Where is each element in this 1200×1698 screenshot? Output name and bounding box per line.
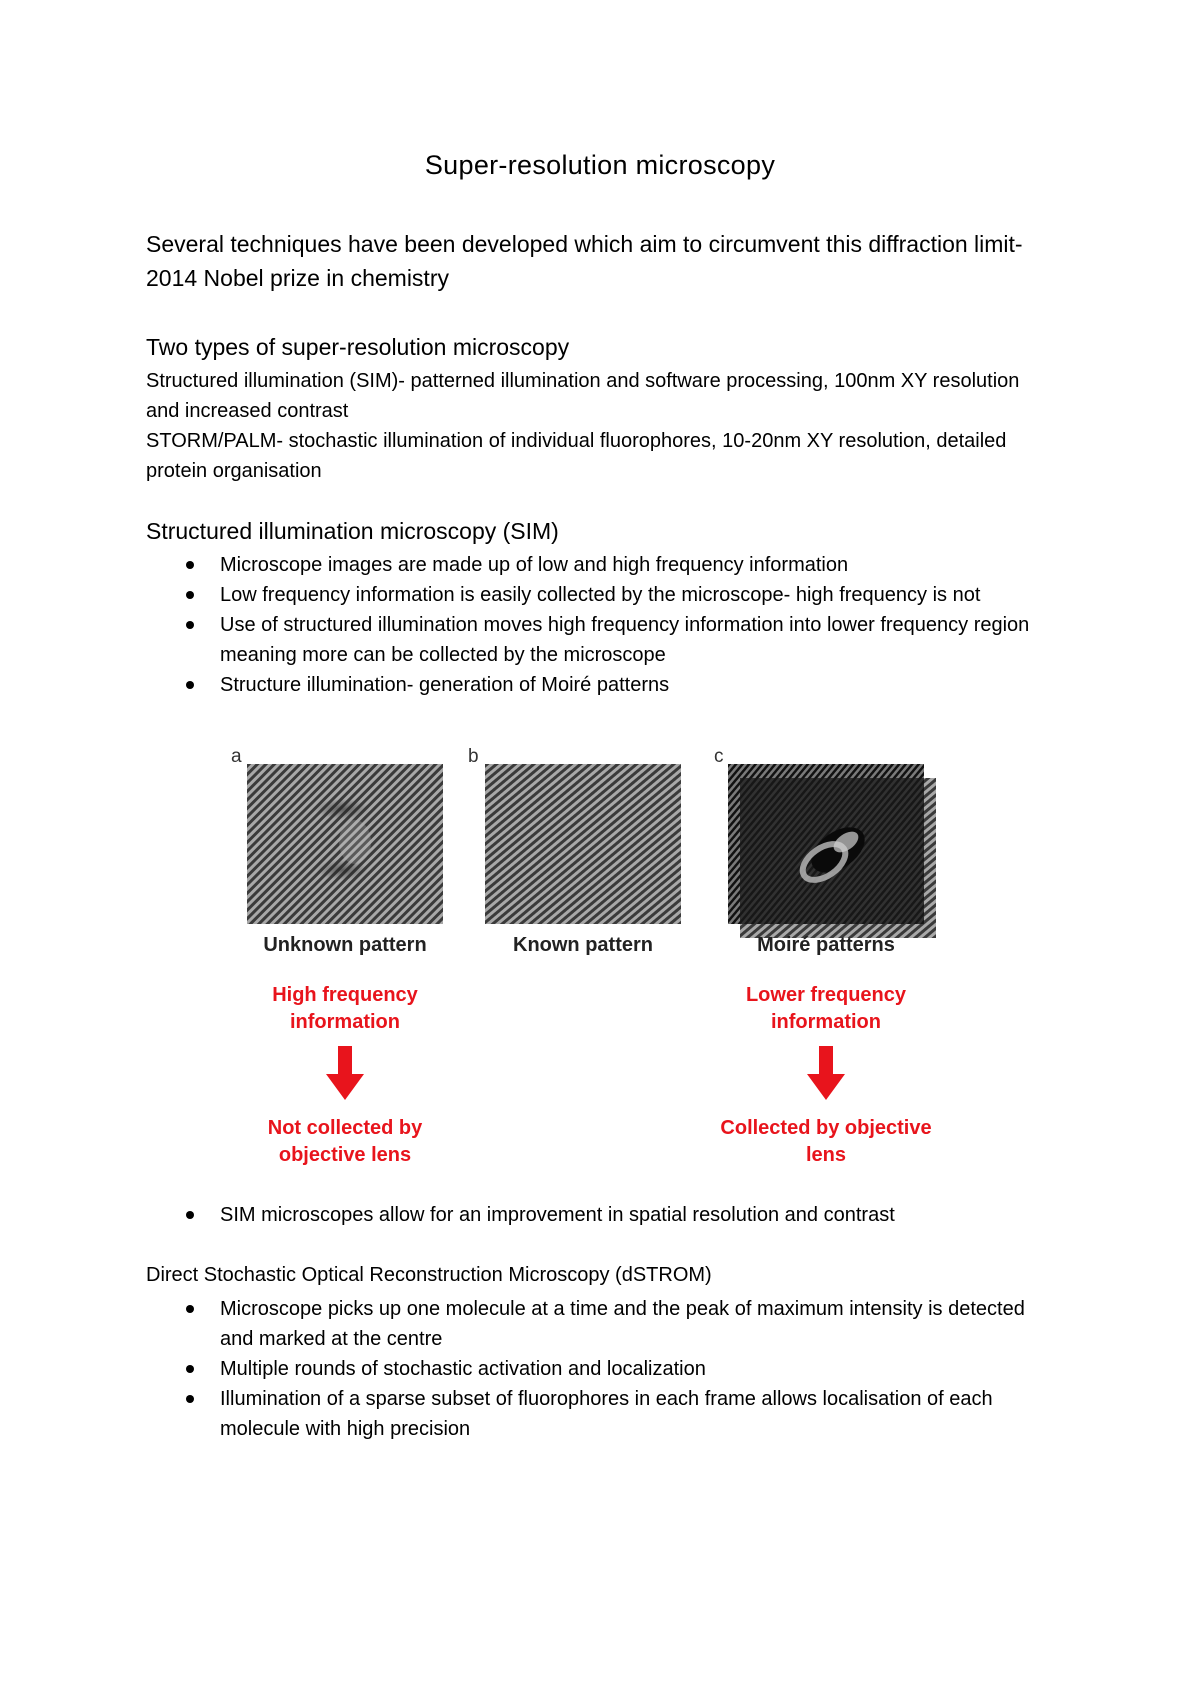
bullet-text: Illumination of a sparse subset of fluorophores in each frame allows localisation of each molecule with high precision (220, 1388, 993, 1440)
bullet-icon (186, 591, 194, 599)
sim-heading: Structured illumination microscopy (SIM) (146, 518, 559, 544)
bullet-icon (186, 561, 194, 569)
bullet-icon (186, 621, 194, 629)
sim-summary-line: Structured illumination (SIM)- patterned illumination and software processing, 100nm XY resolution and increased contrast (146, 370, 1020, 422)
panel-b-letter: b (468, 746, 479, 767)
bullet-text: Low frequency information is easily collected by the microscope- high frequency is not (220, 584, 981, 606)
list-item (146, 1200, 1046, 1230)
known-pattern-caption: Known pattern (513, 934, 653, 956)
list-item (146, 550, 1046, 580)
dstrom-heading: Direct Stochastic Optical Reconstruction Microscopy (dSTROM) (146, 1264, 712, 1286)
bullet-icon (186, 1211, 194, 1219)
collected-label: Collected by objective lens (720, 1117, 932, 1166)
down-arrow-icon (320, 1046, 370, 1102)
panel-a-letter: a (231, 746, 242, 767)
bullet-icon (186, 1365, 194, 1373)
bullet-text: Multiple rounds of stochastic activation and localization (220, 1358, 706, 1380)
unknown-pattern-caption: Unknown pattern (263, 934, 427, 956)
dstrom-bullet-list (146, 1294, 1046, 1444)
bullet-text: Microscope images are made up of low and high frequency information (220, 554, 849, 576)
storm-summary-line: STORM/PALM- stochastic illumination of individual fluorophores, 10-20nm XY resolution, detailed protein organisation (146, 430, 1007, 482)
bullet-text: Structure illumination- generation of Moiré patterns (220, 674, 670, 696)
list-item (146, 580, 1046, 610)
list-item (146, 1384, 1046, 1444)
moire-pattern-image (728, 764, 938, 944)
intro-paragraph: Several techniques have been developed which aim to circumvent this diffraction limit- 2014 Nobel prize in chemistry (146, 231, 1023, 291)
lower-frequency-label: Lower frequency information (745, 984, 907, 1033)
bullet-icon (186, 1395, 194, 1403)
list-item (146, 1354, 1046, 1384)
unknown-pattern-image (247, 764, 443, 924)
bullet-icon (186, 681, 194, 689)
types-heading: Two types of super-resolution microscopy (146, 334, 570, 360)
moire-figure (220, 740, 960, 1166)
known-pattern-image (485, 764, 681, 924)
bullet-text: SIM microscopes allow for an improvement in spatial resolution and contrast (220, 1204, 895, 1226)
bullet-text: Use of structured illumination moves high frequency information into lower frequency region meaning more can be collected by the microscope (220, 614, 1030, 666)
high-frequency-label: High frequency information (272, 984, 418, 1033)
list-item (146, 670, 1046, 700)
list-item (146, 1294, 1046, 1354)
list-item (146, 610, 1046, 670)
moire-pattern-caption: Moiré patterns (757, 934, 895, 956)
page-title: Super-resolution microscopy (424, 150, 776, 180)
not-collected-label: Not collected by objective lens (267, 1117, 423, 1166)
sim-after-figure-list (146, 1200, 1046, 1230)
bullet-icon (186, 1305, 194, 1313)
sim-bullet-list (146, 550, 1046, 700)
bullet-text: Microscope picks up one molecule at a time and the peak of maximum intensity is detected and marked at the centre (220, 1298, 1025, 1350)
panel-c-letter: c (714, 746, 724, 767)
down-arrow-icon (801, 1046, 851, 1102)
